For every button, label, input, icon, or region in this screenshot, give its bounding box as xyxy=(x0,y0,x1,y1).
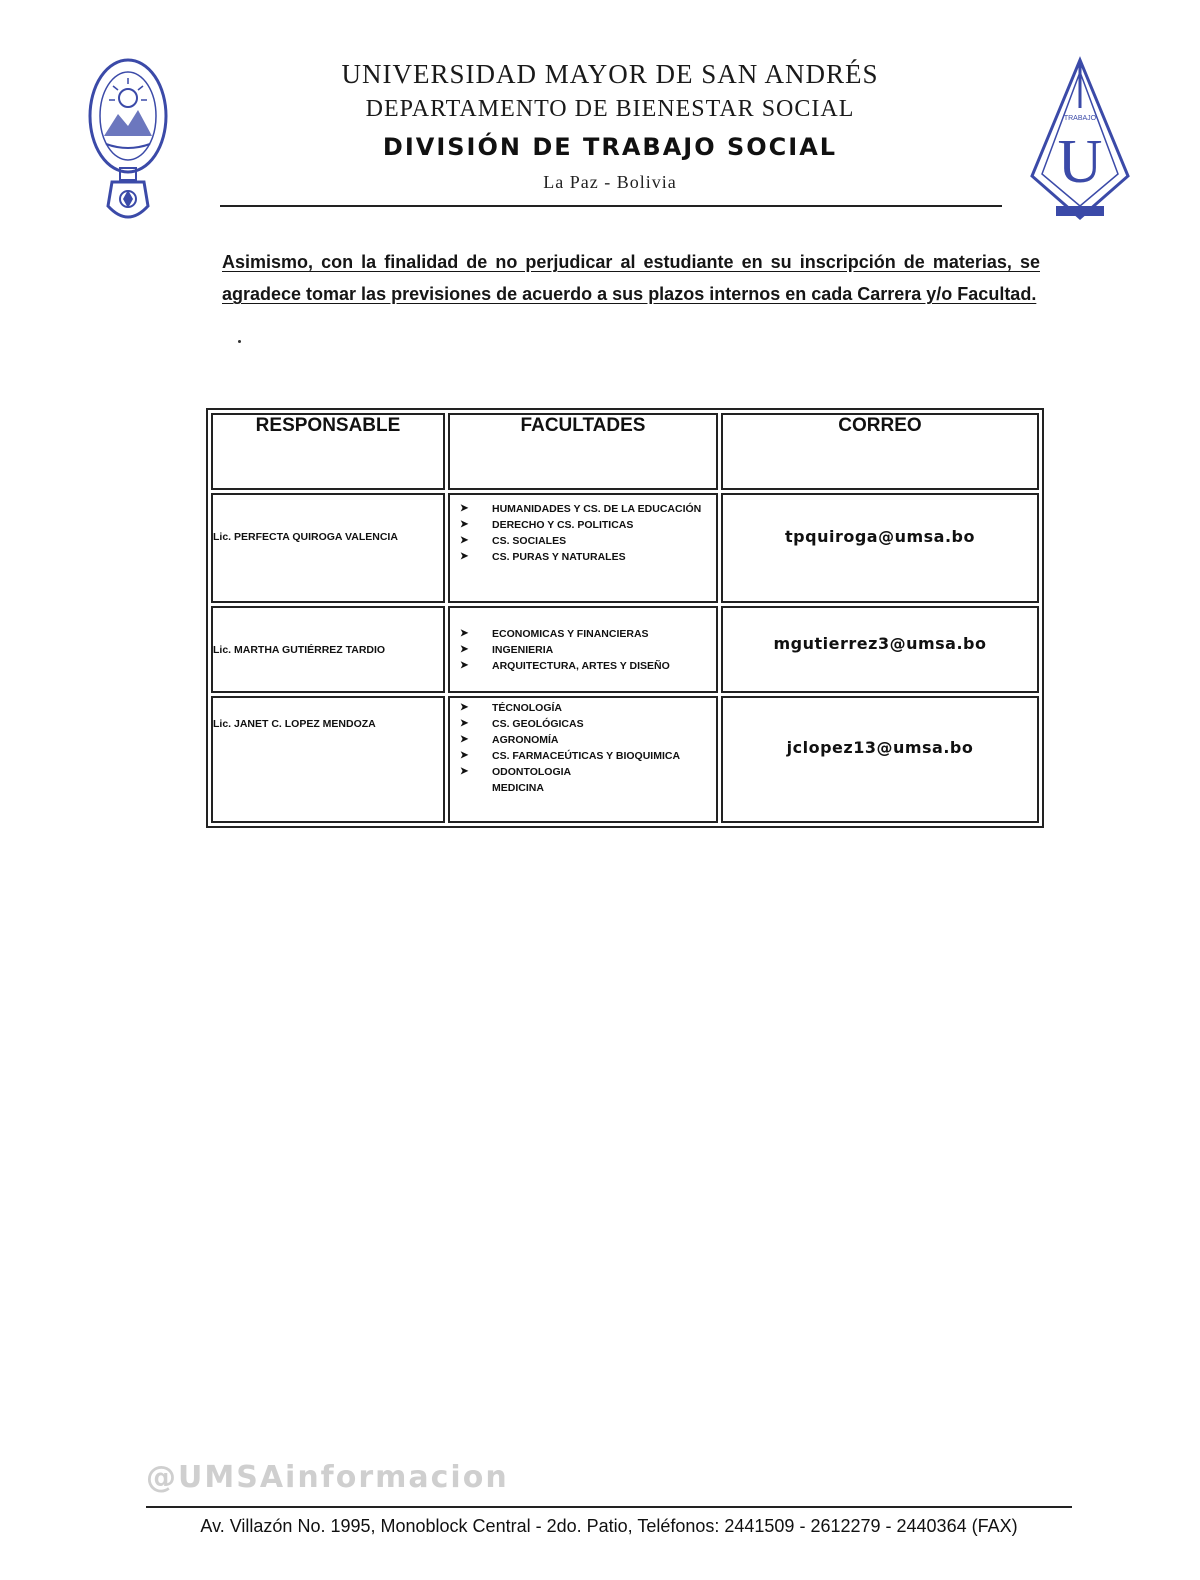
responsables-table-container xyxy=(206,408,1038,826)
list-item: ➤ INGENIERIA xyxy=(460,644,554,657)
table-row xyxy=(211,493,1039,604)
facultades-list xyxy=(450,626,716,674)
umsa-seal-logo xyxy=(86,56,170,228)
social-handle-watermark: @UMSAinformacion xyxy=(146,1460,509,1495)
arrow-bullet-icon: ➤ xyxy=(460,702,469,714)
arrow-bullet-icon: ➤ xyxy=(460,534,469,546)
email-text: tpquiroga@umsa.bo xyxy=(785,526,975,546)
list-item: ➤ CS. PURAS Y NATURALES xyxy=(460,550,626,563)
arrow-bullet-icon: ➤ xyxy=(460,644,469,656)
emblem-caption: TRABAJO xyxy=(1063,115,1097,122)
responsables-table xyxy=(206,408,1044,828)
header-facultades: FACULTADES xyxy=(448,413,718,490)
header-correo: CORREO xyxy=(721,413,1039,490)
responsable-name: Lic. JANET C. LOPEZ MENDOZA xyxy=(213,718,376,731)
list-item: ➤ ECONOMICAS Y FINANCIERAS xyxy=(460,628,649,641)
arrow-bullet-icon: ➤ xyxy=(460,750,469,762)
city-line: La Paz - Bolivia xyxy=(543,172,677,192)
footer-divider xyxy=(146,1506,1072,1508)
responsable-cell xyxy=(211,696,445,823)
department-name: DEPARTAMENTO DE BIENESTAR SOCIAL xyxy=(365,96,855,122)
list-item: ➤ ODONTOLOGIA MEDICINA xyxy=(460,766,571,795)
arrow-bullet-icon: ➤ xyxy=(460,734,469,746)
arrow-bullet-icon: ➤ xyxy=(460,766,469,778)
facultades-cell xyxy=(448,696,718,823)
email-text: mgutierrez3@umsa.bo xyxy=(773,634,987,654)
emblem-letter: U xyxy=(1057,128,1103,196)
responsable-cell xyxy=(211,493,445,604)
responsable-cell xyxy=(211,606,445,693)
arrow-bullet-icon: ➤ xyxy=(460,718,469,730)
header-responsable: RESPONSABLE xyxy=(211,413,445,490)
list-item: ➤ DERECHO Y CS. POLITICAS xyxy=(460,518,634,531)
division-name: DIVISIÓN DE TRABAJO SOCIAL xyxy=(382,133,838,161)
stray-mark xyxy=(238,340,241,343)
trabajo-social-logo xyxy=(1026,56,1134,224)
correo-cell xyxy=(721,493,1039,604)
list-item: ➤ ARQUITECTURA, ARTES Y DISEÑO xyxy=(460,660,670,673)
arrow-bullet-icon: ➤ xyxy=(460,550,469,562)
table-row xyxy=(211,606,1039,693)
email-text: jclopez13@umsa.bo xyxy=(786,738,974,758)
header-divider xyxy=(220,205,1002,207)
arrow-bullet-icon: ➤ xyxy=(460,518,469,530)
letterhead xyxy=(220,58,1000,198)
list-item: ➤ HUMANIDADES Y CS. DE LA EDUCACIÓN xyxy=(460,502,702,515)
list-item: ➤ CS. SOCIALES xyxy=(460,534,567,547)
facultades-cell xyxy=(448,493,718,604)
facultades-list xyxy=(450,700,716,796)
table-row xyxy=(211,696,1039,823)
list-item: ➤ TÉCNOLOGÍA xyxy=(460,702,562,715)
footer-address: Av. Villazón No. 1995, Monoblock Central - 2do. Patio, Teléfonos: 2441509 - 2612279 - 2440364 (FAX) xyxy=(200,1516,1018,1536)
arrow-bullet-icon: ➤ xyxy=(460,628,469,640)
responsable-name: Lic. PERFECTA QUIROGA VALENCIA xyxy=(213,530,398,543)
arrow-bullet-icon: ➤ xyxy=(460,660,469,672)
facultades-cell xyxy=(448,606,718,693)
university-name: UNIVERSIDAD MAYOR DE SAN ANDRÉS xyxy=(341,59,879,89)
arrow-bullet-icon: ➤ xyxy=(460,502,469,514)
table-header-row xyxy=(211,413,1039,490)
correo-cell xyxy=(721,606,1039,693)
facultades-list xyxy=(450,501,716,565)
list-item: ➤ CS. GEOLÓGICAS xyxy=(460,718,584,731)
list-item: ➤ AGRONOMÍA xyxy=(460,734,559,747)
correo-cell xyxy=(721,696,1039,823)
notice-paragraph: Asimismo, con la finalidad de no perjudicar al estudiante en su inscripción de materias, se agradece tomar las previsiones de acuerdo a sus plazos internos en cada Carrera y/o Facultad. xyxy=(222,252,1040,304)
list-item: ➤ CS. FARMACEÚTICAS Y BIOQUIMICA xyxy=(460,750,681,763)
responsable-name: Lic. MARTHA GUTIÉRREZ TARDIO xyxy=(213,644,386,657)
